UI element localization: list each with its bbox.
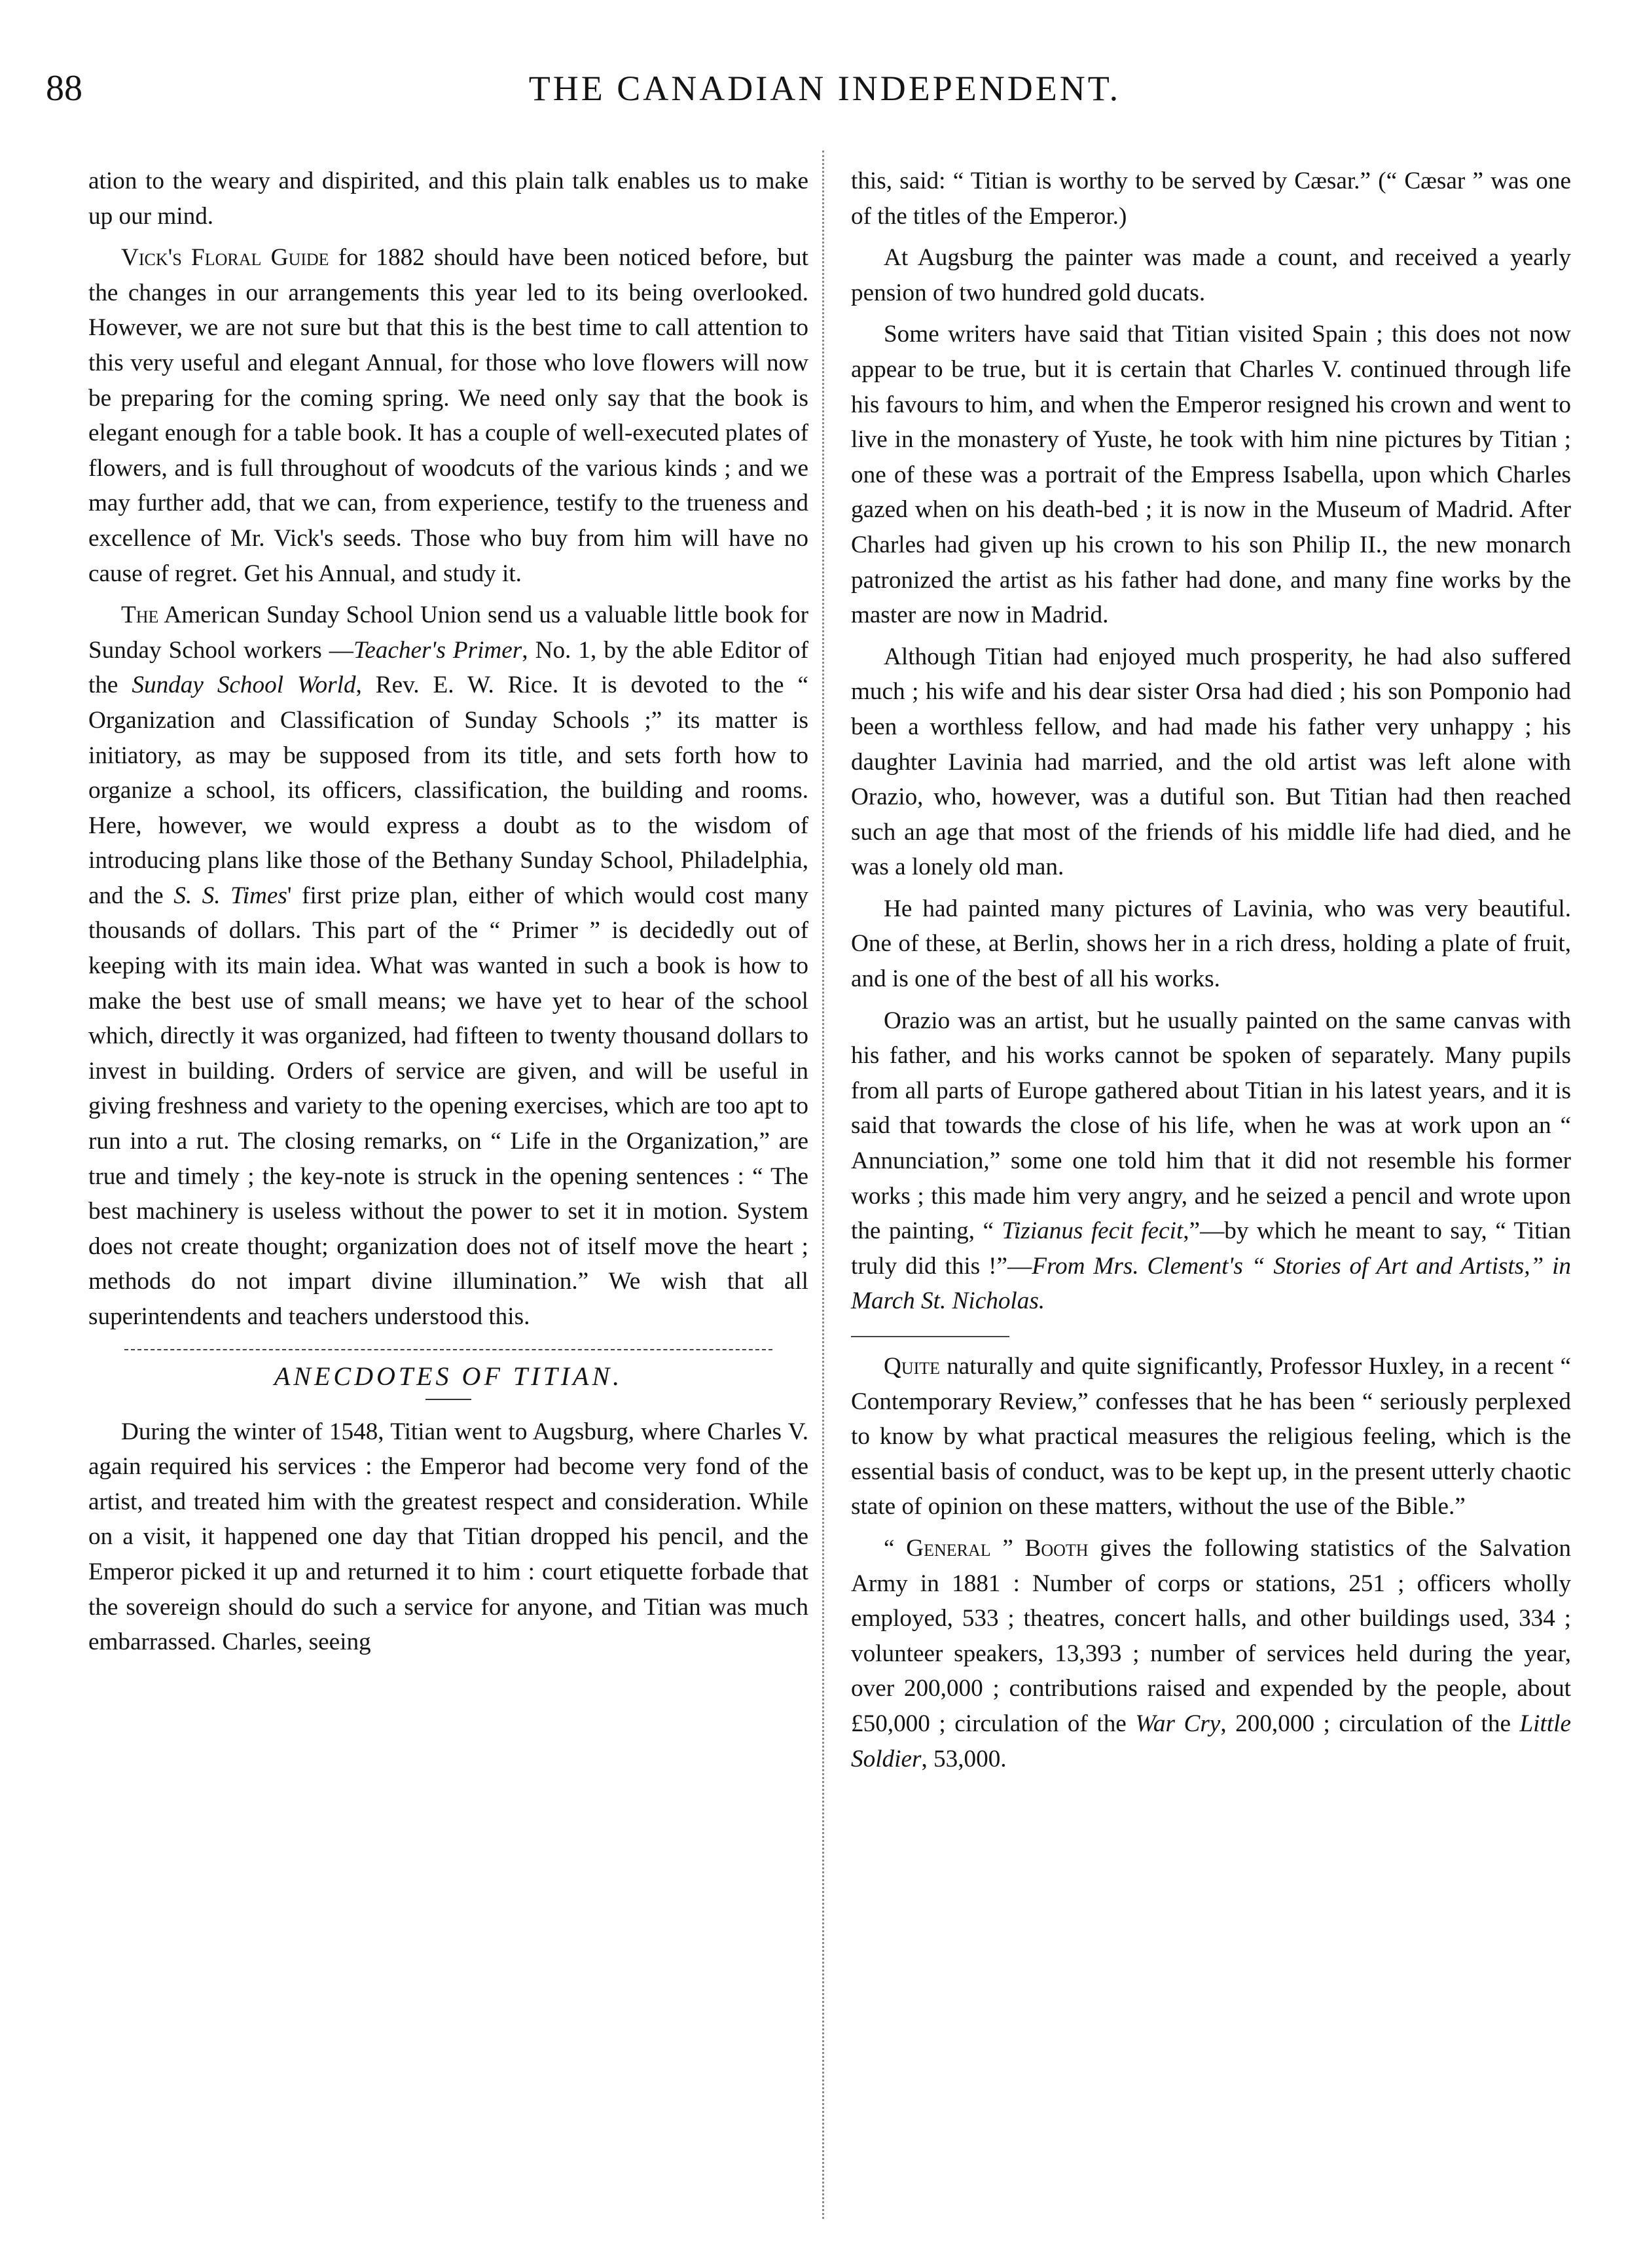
paragraph-text: American Sunday School Union send us a valuable little book for Sunday School workers — — [88, 602, 808, 664]
heading-rule — [425, 1399, 471, 1400]
periodical-title: Sunday School World — [132, 672, 356, 699]
paragraph-lead: Booth — [1024, 1534, 1089, 1562]
paragraph-text: ation to the weary and dispirited, and this plain talk enables us to make up our mind. — [88, 168, 808, 230]
right-column — [851, 164, 1571, 1783]
paragraph-prosperity — [851, 639, 1571, 885]
paragraph-text: this, said: “ Titian is worthy to be served by Cæsar.” (“ Cæsar ” was one of the titles of the Emperor.) — [851, 168, 1571, 230]
latin-inscription: Tizianus fecit fecit — [1002, 1217, 1184, 1245]
paragraph-text: , 200,000 ; circulation of the — [1220, 1710, 1520, 1737]
section-heading: ANECDOTES OF TITIAN. — [274, 1361, 623, 1391]
paragraph-huxley — [851, 1349, 1571, 1524]
periodical-title: Little Soldier — [851, 1710, 1572, 1773]
paragraph-lead: Quite — [884, 1353, 941, 1380]
paragraph-lead: Vick's Floral Guide — [121, 244, 329, 272]
periodical-title: S. S. Times — [173, 882, 287, 909]
book-title: Teacher's Primer — [353, 636, 522, 664]
page-header — [46, 65, 1604, 124]
paragraph-lavinia — [851, 891, 1571, 997]
paragraph-lead: The — [121, 602, 159, 629]
paragraph-text: During the winter of 1548, Titian went to Augsburg, where Charles V. again required his services : the Emperor had become very fond of the artist, and treated him with the greatest respect and consideration. While on a visit, it happened one day that Titian dropped his pencil, and the Emperor picked it up and returned it to him : court etiquette forbade that the sovereign should do such a service for anyone, and Titian was much embarrassed. Charles, seeing — [88, 1418, 808, 1656]
paragraph-text: ,”—by which he meant to say, “ Titian truly did this !”— — [851, 1217, 1571, 1280]
paragraph-sunday-school-union — [88, 598, 808, 1334]
paragraph-text: ' first prize plan, either of which would cost many thousands of dollars. This part of the “ Primer ” is decidedly out of keeping with its main idea. What was wanted in such a book is how to make the best use of small means; we have yet to hear of the school which, directly it was organized, had fifteen to twenty thousand dollars to invest in building. Orders of service are given, and will be useful in giving freshness and variety to the opening exercises, which are too apt to run into a rut. The closing remarks, on “ Life in the Organization,” are true and timely ; the key-note is struck in the opening sentences : “ The best machinery is useless without the power to set it in motion. System does not create thought; organization does not of itself move the heart ; methods do not impart divine illumination.” We wish that all superintendents and teachers understood this. — [88, 882, 809, 1330]
paragraph-spain — [851, 317, 1571, 632]
paragraph-continuation — [88, 164, 808, 234]
paragraph-vicks-floral-guide — [88, 240, 808, 591]
paragraph-continuation — [851, 164, 1571, 234]
paragraph-text: He had painted many pictures of Lavinia, who was very beautiful. One of these, at Berlin, shows her in a rich dress, holding a plate of fruit, and is one of the best of all his works. — [851, 895, 1571, 993]
paragraph-orazio — [851, 1003, 1571, 1319]
column-divider — [822, 151, 824, 2219]
paragraph-text: Some writers have said that Titian visited Spain ; this does not now appear to be true, but it is certain that Charles V. continued through life his favours to him, and when the Emperor resigned his crown and went to live in the monastery of Yuste, he took with him nine pictures by Titian ; one of these was a portrait of the Empress Isabella, upon which Charles gazed when on his death-bed ; it is now in the Museum of Madrid. After Charles had given up his crown to his son Philip II., the new monarch patronized the artist as his father had done, and many fine works by the master are now in Madrid. — [851, 321, 1571, 629]
journal-title: THE CANADIAN INDEPENDENT. — [528, 69, 1121, 108]
paragraph-salvation-army — [851, 1531, 1571, 1776]
paragraph-text: naturally and quite significantly, Professor Huxley, in a recent “ Contemporary Review,” confesses that he has been “ seriously perplexed to know by what practical measures the religious feeling, which is the essential basis of conduct, was to be kept up, in the present utterly chaotic state of opinion on these matters, without the use of the Bible.” — [851, 1353, 1571, 1521]
paragraph-text: , Rev. E. W. Rice. It is devoted to the “ Organization and Classification of Sunday Schools ;” its matter is initiatory, as may be supposed from its title, and sets forth how to organize a school, its officers, classification, the building and rooms. Here, however, we would express a doubt as to the wisdom of introducing plans like those of the Bethany Sunday School, Philadelphia, and the — [88, 672, 809, 909]
paragraph-text: for 1882 should have been noticed before, but the changes in our arrangements this year led to its being overlooked. However, we are not sure but that this is the best time to call attention to this very useful and elegant Annual, for those who love flowers will now be preparing for the coming spring. We need only say that the book is elegant enough for a table book. It has a couple of well-executed plates of flowers, and is full throughout of woodcuts of the various kinds ; and we may further add, that we can, from experience, testify to the trueness and excellence of Mr. Vick's seeds. Those who buy from him will have no cause of regret. Get his Annual, and study it. — [88, 244, 808, 587]
paragraph-text: gives the following statistics of the Salvation Army in 1881 : Number of corps or stations, 251 ; officers wholly employed, 533 ; theatres, concert halls, and other buildings used, 334 ; volunteer speakers, 13,393 ; number of services held during the year, over 200,000 ; contributions raised and expended by the people, about £50,000 ; circulation of the — [851, 1534, 1571, 1737]
item-divider — [851, 1336, 1009, 1337]
paragraph-text: At Augsburg the painter was made a count, and received a yearly pension of two hundred gold ducats. — [851, 244, 1571, 306]
page-number: 88 — [46, 68, 82, 109]
paragraph-count — [851, 240, 1571, 310]
paragraph-text: ” — [990, 1534, 1025, 1562]
paragraph-text: Orazio was an artist, but he usually painted on the same canvas with his father, and his works cannot be spoken of separately. Many pupils from all parts of Europe gathered about Titian in his latest years, and it is said that towards the close of his life, when he was at work upon an “ Annunciation,” some one told him that it did not resemble his former works ; this made him very angry, and he seized a pencil and wrote upon the painting, “ — [851, 1007, 1571, 1245]
paragraph-text: , No. 1, by the able Editor of the — [88, 636, 809, 699]
paragraph-titian-augsburg — [88, 1414, 808, 1660]
left-column — [88, 164, 808, 1666]
paragraph-text: , 53,000. — [921, 1745, 1007, 1773]
paragraph-text: Although Titian had enjoyed much prosperity, he had also suffered much ; his wife and his dear sister Orsa had died ; his son Pomponio had been a worthless fellow, and had made his father very unhappy ; his daughter Lavinia had married, and the old artist was left alone with Orazio, who, however, was a dutiful son. But Titian had then reached such an age that most of the friends of his middle life had died, and he was a lonely old man. — [851, 643, 1571, 881]
section-divider — [124, 1349, 772, 1350]
paragraph-lead: “ General — [884, 1534, 991, 1562]
source-citation: From Mrs. Clement's “ Stories of Art and Artists,” in March St. Nicholas. — [851, 1252, 1572, 1315]
periodical-title: War Cry — [1135, 1710, 1221, 1737]
